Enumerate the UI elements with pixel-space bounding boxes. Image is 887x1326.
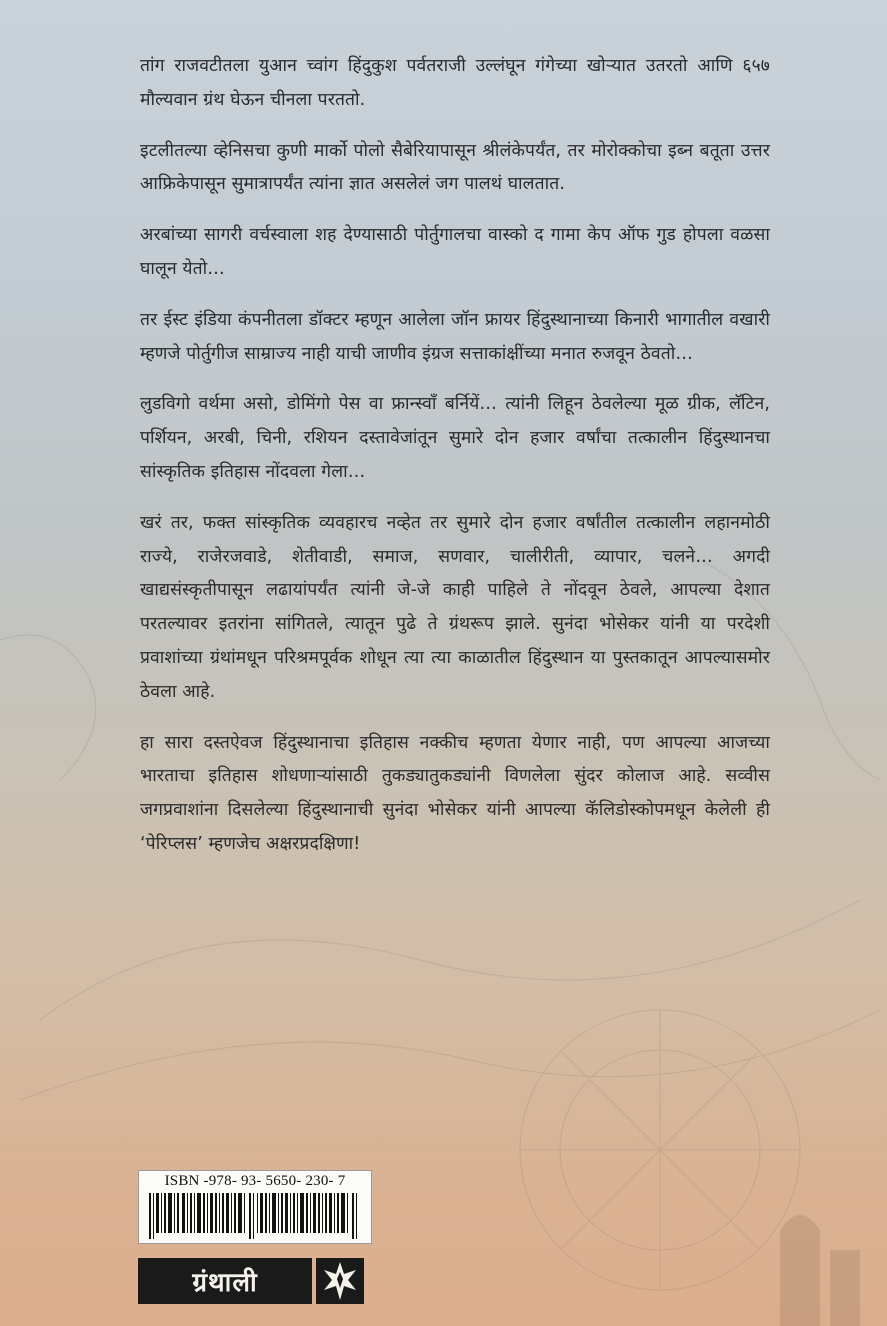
paragraph-marco-polo: इटलीतल्या व्हेनिसचा कुणी मार्को पोलो सैबेरियापासून श्रीलंकेपर्यंत, तर मोरोक्कोचा इब्न बतूता उत्तर आफ्रिकेपासून सुमात्रापर्यंत त्यांना ज्ञात असलेलं जग पालथं घालतात. xyxy=(140,140,770,195)
paragraph-john-fryer: तर ईस्ट इंडिया कंपनीतला डॉक्टर म्हणून आलेला जॉन फ्रायर हिंदुस्थानाच्या किनारी भागातील वखारी म्हणजे पोर्तुगीज साम्राज्य नाही याची जाणीव इंग्रज सत्ताकांक्षींच्या मनात रुजवून ठेवतो… xyxy=(140,309,770,364)
publisher-logo xyxy=(138,1258,364,1304)
paragraph-collage: हा सारा दस्तऐवज हिंदुस्थानाचा इतिहास नक्कीच म्हणता येणार नाही, पण आपल्या आजच्या भारताचा इतिहास शोधणाऱ्यांसाठी तुकड्यातुकड्यांनी विणलेला सुंदर कोलाज आहे. सव्वीस जगप्रवाशांना दिसलेल्या हिंदुस्थानाची सुनंदा भोसेकर यांनी आपल्या कॅलिडोस्कोपमधून केलेली ही ‘पेरिप्लस’ म्हणजेच अक्षरप्रदक्षिणा! xyxy=(140,732,770,854)
barcode-icon xyxy=(147,1193,361,1239)
star-emblem-icon xyxy=(316,1258,364,1304)
paragraph-ludovico-varthema: लुडविगो वर्थमा असो, डोमिंगो पेस वा फ्रान्स्वाँ बर्नियें… त्यांनी लिहून ठेवलेल्या मूळ ग्रीक, लॅटिन, पर्शियन, अरबी, चिनी, रशियन दस्तावेजांतून सुमारे दोन हजार वर्षांचा तत्कालीन हिंदुस्थानचा सांस्कृतिक इतिहास नोंदवला गेला… xyxy=(140,394,770,482)
paragraph-cultural-history: खरं तर, फक्त सांस्कृतिक व्यवहारच नव्हेत तर सुमारे दोन हजार वर्षांतील तत्कालीन लहानमोठी राज्ये, राजेरजवाडे, शेतीवाडी, समाज, सणवार, चालीरीती, व्यापार, चलने… अगदी खाद्यसंस्कृतीपासून लढायांपर्यंत त्यांनी जे-जे काही पाहिले ते नोंदवून ठेवले, आपल्या देशात परतल्यावर इतरांना सांगितले, त्यातून पुढे ते ग्रंथरूप झाले. सुनंदा भोसेकर यांनी या परदेशी प्रवाशांच्या ग्रंथांमधून परिश्रमपूर्वक शोधून त्या त्या काळातील हिंदुस्थान या पुस्तकातून आपल्यासमोर ठेवला आहे. xyxy=(140,512,770,702)
paragraph-vasco-da-gama: अरबांच्या सागरी वर्चस्वाला शह देण्यासाठी पोर्तुगालचा वास्को द गामा केप ऑफ गुड होपला वळसा घालून येतो… xyxy=(140,225,770,279)
publisher-name: ग्रंथाली xyxy=(138,1258,312,1304)
blurb-text xyxy=(140,50,770,879)
isbn-barcode-box xyxy=(138,1170,372,1244)
isbn-label: ISBN -978- 93- 5650- 230- 7 xyxy=(164,1173,346,1189)
paragraph-yuan-chwang: तांग राजवटीतला युआन च्वांग हिंदुकुश पर्वतराजी उल्लंघून गंगेच्या खोऱ्यात उतरतो आणि ६५७ मौल्यवान ग्रंथ घेऊन चीनला परततो. xyxy=(140,56,770,110)
